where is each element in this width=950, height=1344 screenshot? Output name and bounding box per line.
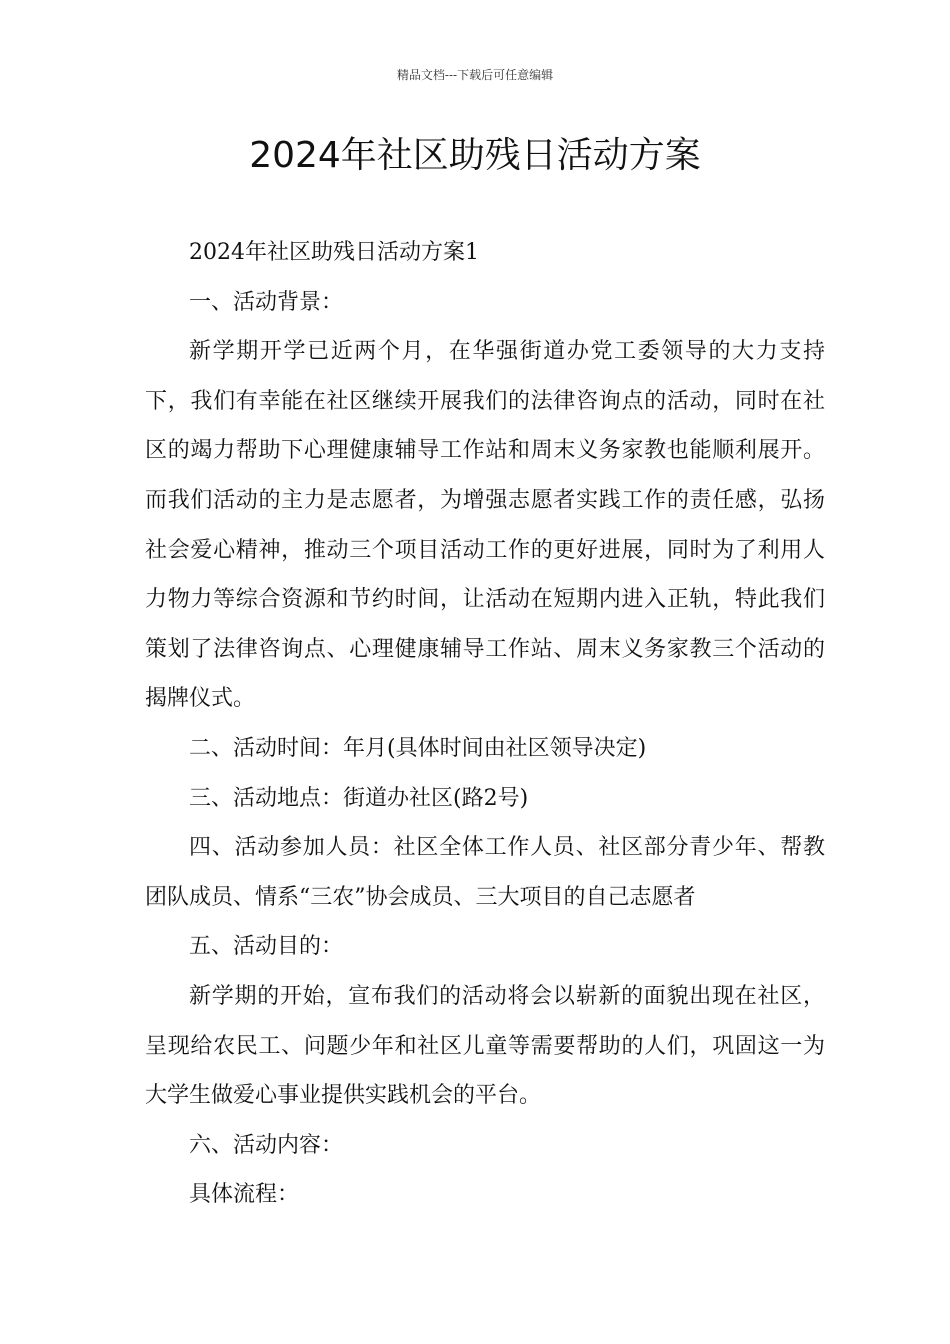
document-body <box>145 228 825 1220</box>
paragraph-heading-content: 六、活动内容： <box>189 1132 344 1158</box>
paragraph-heading-background: 一、活动背景： <box>189 289 344 315</box>
paragraph-heading-purpose: 五、活动目的： <box>189 934 344 960</box>
paragraph-time: 二、活动时间：年月(具体时间由社区领导决定) <box>189 735 647 761</box>
paragraph-location: 三、活动地点：街道办社区(路2号) <box>189 785 529 811</box>
paragraph-purpose: 新学期的开始，宣布我们的活动将会以崭新的面貌出现在社区，呈现给农民工、问题少年和社区儿童等需要帮助的人们，巩固这一为大学生做爱心事业提供实践机会的平台。 <box>145 983 825 1109</box>
paragraph-participants: 四、活动参加人员：社区全体工作人员、社区部分青少年、帮教团队成员、情系“三农”协会成员、三大项目的自己志愿者 <box>145 835 825 910</box>
paragraph-process: 具体流程： <box>189 1182 300 1208</box>
paragraph-subtitle: 2024年社区助残日活动方案1 <box>189 240 479 265</box>
document-title: 2024年社区助残日活动方案 <box>249 135 701 176</box>
paragraph-background: 新学期开学已近两个月，在华强街道办党工委领导的大力支持下，我们有幸能在社区继续开展我们的法律咨询点的活动，同时在社区的竭力帮助下心理健康辅导工作站和周末义务家教也能顺利展开。而我们活动的主力是志愿者，为增强志愿者实践工作的责任感，弘扬社会爱心精神，推动三个项目活动工作的更好进展，同时为了利用人力物力等综合资源和节约时间，让活动在短期内进入正轨，特此我们策划了法律咨询点、心理健康辅导工作站、周末义务家教三个活动的揭牌仪式。 <box>145 339 825 712</box>
header-note: 精品文档---下载后可任意编辑 <box>396 68 554 82</box>
